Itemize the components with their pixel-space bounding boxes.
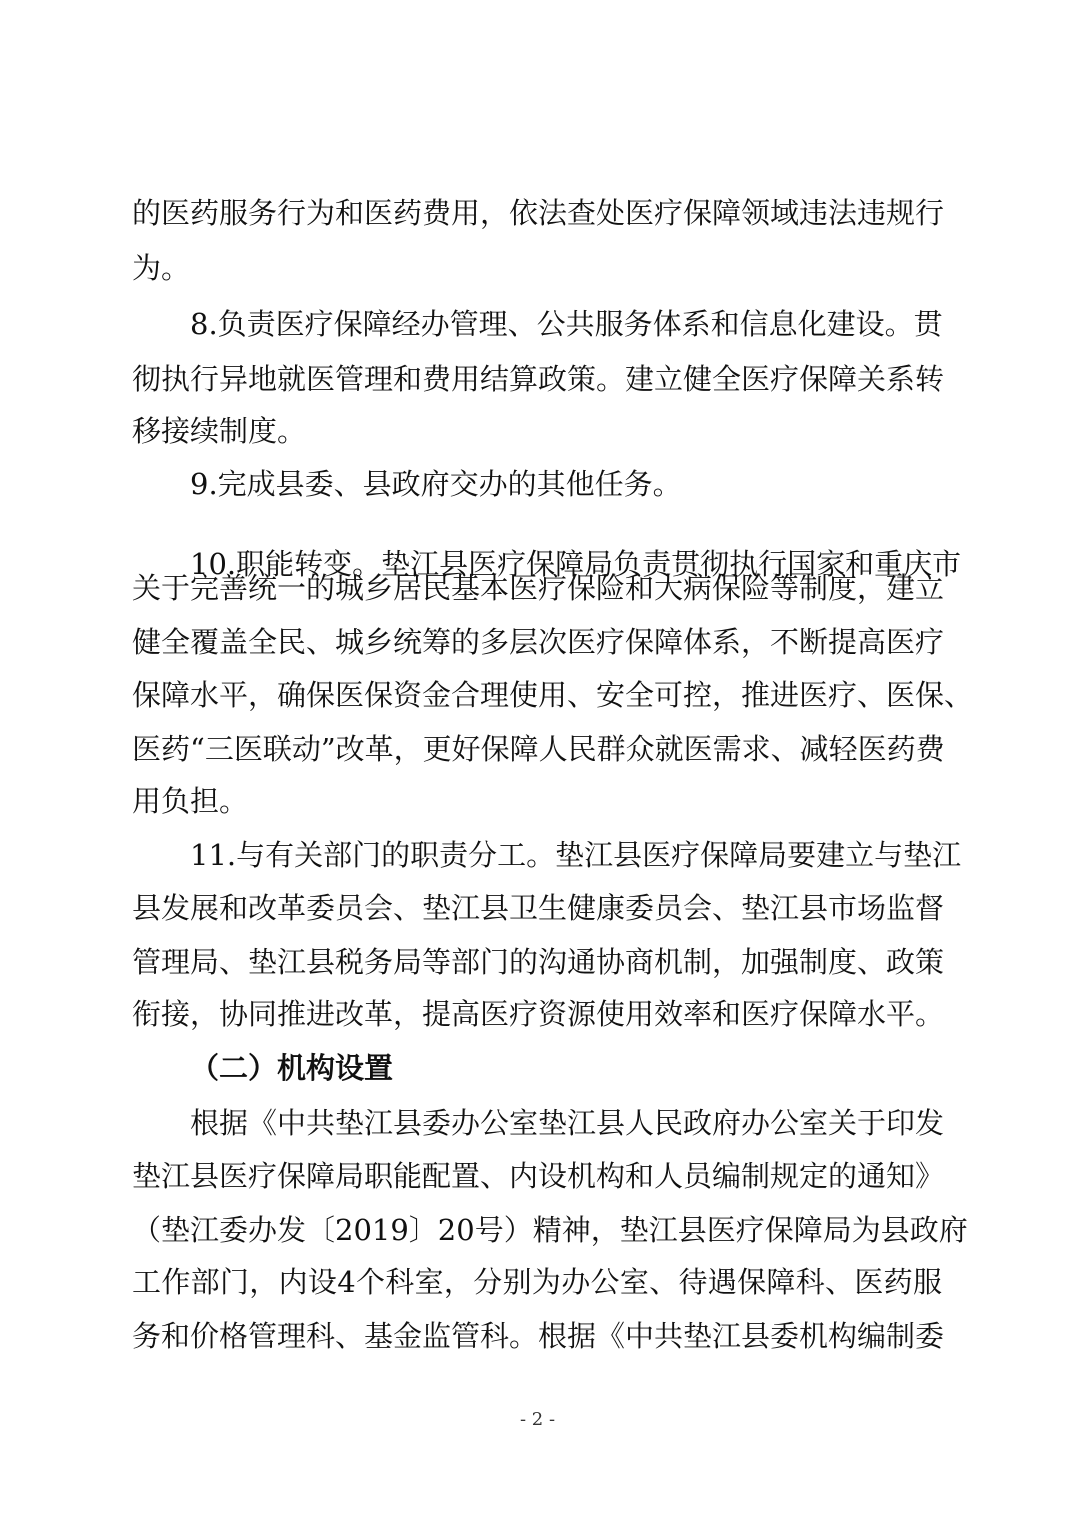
text-line: 垫江县医疗保障局职能配置、内设机构和人员编制规定的通知》 — [132, 1159, 945, 1193]
paragraph-10-line: 10.职能转变。垫江县医疗保障局负责贯彻执行国家和重庆市 — [190, 547, 962, 581]
text-line: 关于完善统一的城乡居民基本医疗保险和大病保险等制度，建立 — [132, 571, 945, 605]
text-line: 移接续制度。 — [132, 414, 307, 448]
paragraph-11-line: 11.与有关部门的职责分工。垫江县医疗保障局要建立与垫江 — [190, 838, 962, 872]
text-line: 保障水平，确保医保资金合理使用、安全可控，推进医疗、医保、 — [132, 678, 974, 712]
text-line: 工作部门，内设4个科室，分别为办公室、待遇保障科、医药服 — [132, 1265, 942, 1299]
text-line: 县发展和改革委员会、垫江县卫生健康委员会、垫江县市场监督 — [132, 891, 945, 925]
paragraph-9-line: 9.完成县委、县政府交办的其他任务。 — [190, 467, 682, 501]
text-line: 衔接，协同推进改革，提高医疗资源使用效率和医疗保障水平。 — [132, 997, 945, 1031]
section-heading: （二）机构设置 — [190, 1051, 394, 1085]
page-number: - 2 - — [519, 1409, 556, 1430]
text-line: 务和价格管理科、基金监管科。根据《中共垫江县委机构编制委 — [132, 1319, 945, 1353]
text-line: 健全覆盖全民、城乡统筹的多层次医疗保障体系，不断提高医疗 — [132, 625, 945, 659]
text-line: 为。 — [132, 251, 191, 285]
text-line: 用负担。 — [132, 784, 249, 818]
paragraph-8-line: 8.负责医疗保障经办管理、公共服务体系和信息化建设。贯 — [190, 307, 943, 341]
text-line: 管理局、垫江县税务局等部门的沟通协商机制，加强制度、政策 — [132, 945, 945, 979]
text-line: 的医药服务行为和医药费用，依法查处医疗保障领域违法违规行 — [132, 196, 945, 230]
text-line: 彻执行异地就医管理和费用结算政策。建立健全医疗保障关系转 — [132, 362, 945, 396]
paragraph-structure-line: 根据《中共垫江县委办公室垫江县人民政府办公室关于印发 — [190, 1106, 945, 1140]
text-line: 医药“三医联动”改革，更好保障人民群众就医需求、减轻医药费 — [132, 732, 945, 766]
text-line: （垫江委办发〔2019〕20号）精神，垫江县医疗保障局为县政府 — [132, 1213, 968, 1247]
